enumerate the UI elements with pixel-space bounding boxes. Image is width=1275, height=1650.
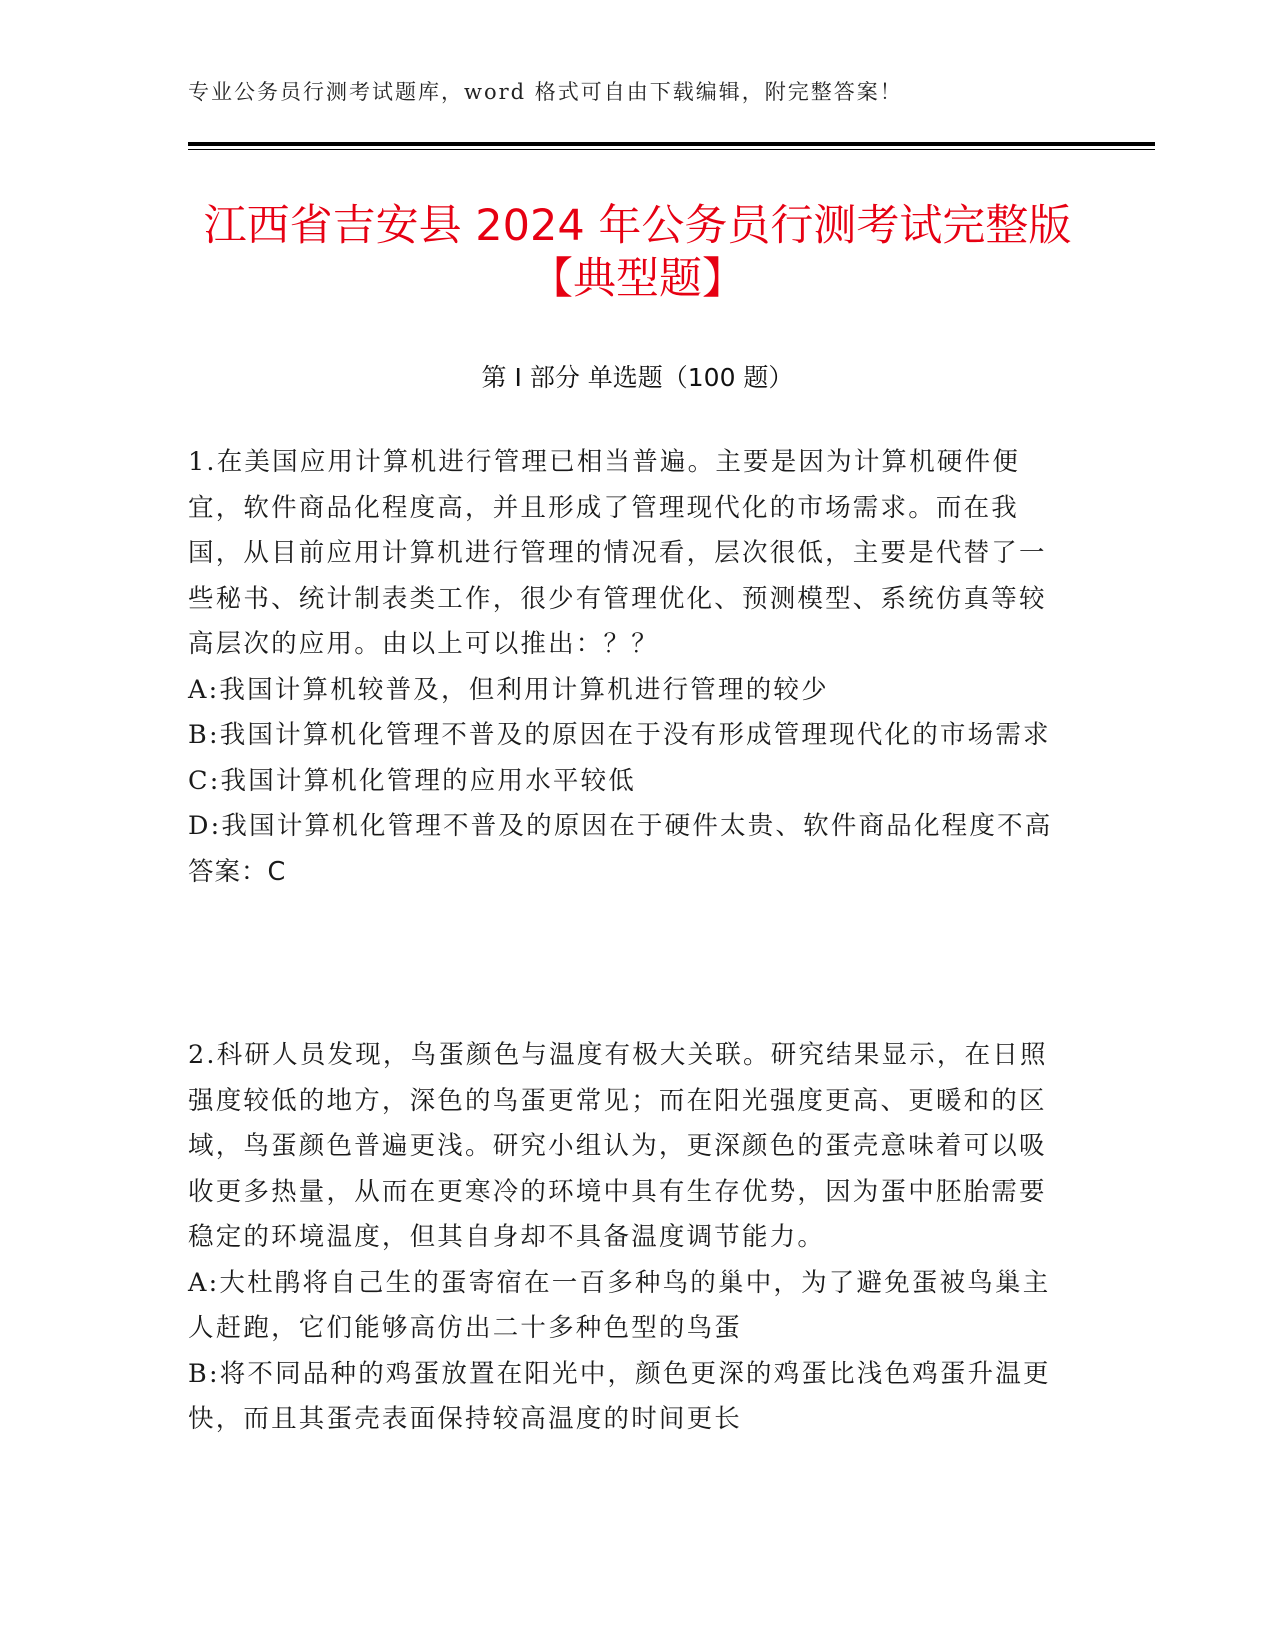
question-1 (188, 440, 1068, 895)
question-2 (188, 1033, 1068, 1443)
document-title-line2: 【典型题】 (530, 254, 745, 304)
header-note: 专业公务员行测考试题库，word 格式可自由下载编辑，附完整答案！ (188, 80, 903, 104)
option-b: B:将不同品种的鸡蛋放置在阳光中，颜色更深的鸡蛋比浅色鸡蛋升温更快，而且其蛋壳表面保持较高温度的时间更长 (188, 1358, 1051, 1434)
document-title-line1: 江西省吉安县 2024 年公务员行测考试完整版 (203, 201, 1072, 251)
option-a: A:我国计算机较普及，但利用计算机进行管理的较少 (188, 674, 829, 705)
header-rule (188, 142, 1155, 146)
question-stem: 1.在美国应用计算机进行管理已相当普遍。主要是因为计算机硬件便宜，软件商品化程度高，并且形成了管理现代化的市场需求。而在我国，从目前应用计算机进行管理的情况看，层次很低，主要是代替了一些秘书、统计制表类工作，很少有管理优化、预测模型、系统仿真等较高层次的应用。由以上可以推出：？？ (188, 447, 1047, 659)
option-d: D:我国计算机化管理不普及的原因在于硬件太贵、软件商品化程度不高 (188, 811, 1053, 841)
answer-line: 答案：C (188, 856, 287, 887)
header-rule-thin (188, 149, 1155, 150)
option-a: A:大杜鹃将自己生的蛋寄宿在一百多种鸟的巢中，为了避免蛋被鸟巢主人赶跑，它们能够高仿出二十多种色型的鸟蛋 (188, 1267, 1051, 1343)
section-title: 第 I 部分 单选题（100 题） (481, 363, 794, 392)
question-stem: 2.科研人员发现，鸟蛋颜色与温度有极大关联。研究结果显示，在日照强度较低的地方，深色的鸟蛋更常见；而在阳光强度更高、更暖和的区域，鸟蛋颜色普遍更浅。研究小组认为，更深颜色的蛋壳意味着可以吸收更多热量，从而在更寒冷的环境中具有生存优势，因为蛋中胚胎需要稳定的环境温度，但其自身却不具备温度调节能力。 (188, 1040, 1048, 1252)
option-c: C:我国计算机化管理的应用水平较低 (188, 765, 637, 796)
option-b: B:我国计算机化管理不普及的原因在于没有形成管理现代化的市场需求 (188, 720, 1051, 750)
